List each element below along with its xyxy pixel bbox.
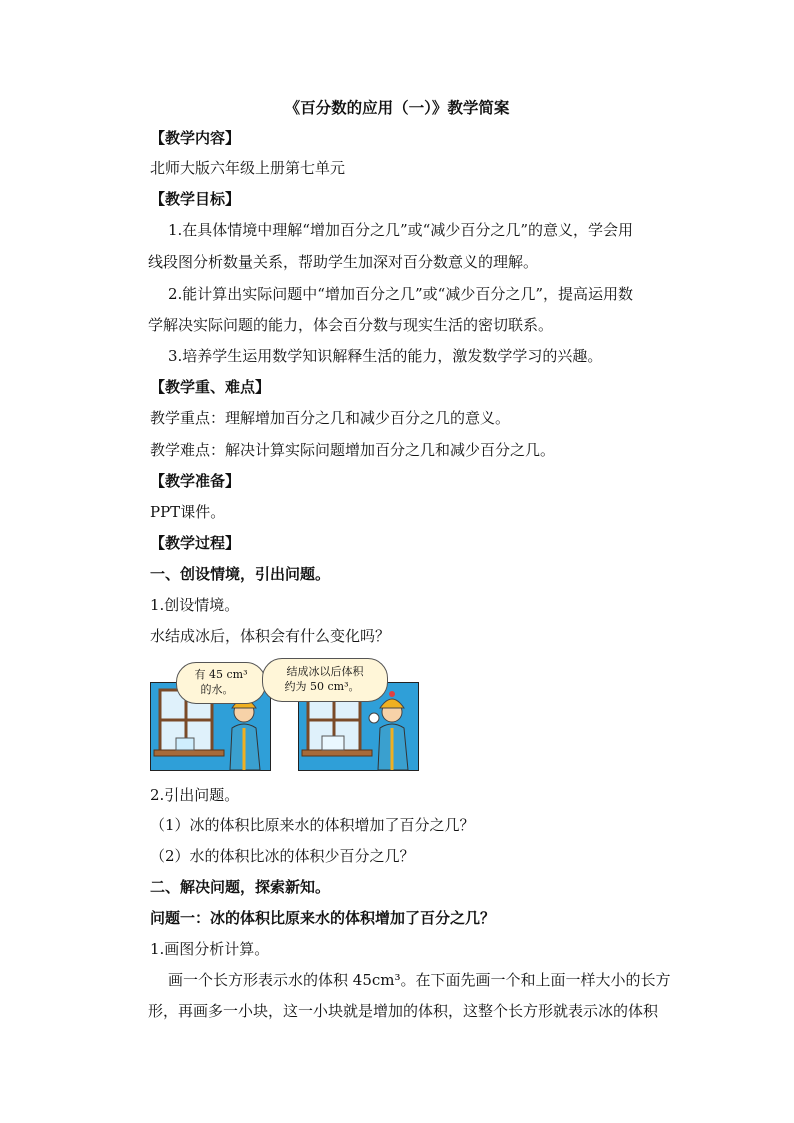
goal1-line1: 1.在具体情境中理解“增加百分之几”或“减少百分之几”的意义，学会用 — [168, 221, 633, 239]
question-2: （2）水的体积比冰的体积少百分之几？ — [150, 847, 415, 865]
bubble-water-line2: 的水。 — [200, 683, 234, 696]
difficult-point: 教学难点：解决计算实际问题增加百分之几和减少百分之几。 — [150, 441, 556, 459]
goal2-line2: 学解决实际问题的能力，体会百分数与现实生活的密切联系。 — [148, 316, 554, 334]
step1-question: 水结成冰后，体积会有什么变化吗？ — [150, 627, 391, 645]
bubble-water-line1: 有 45 cm³ — [194, 668, 248, 681]
page-title: 《百分数的应用（一）》教学简案 — [284, 98, 510, 117]
bubble-ice-line2: 约为 50 cm³。 — [284, 680, 360, 693]
content-text: 北师大版六年级上册第七单元 — [150, 159, 346, 177]
speech-bubble-ice — [262, 658, 388, 702]
paragraph-line2: 形，再画多一小块，这一小块就是增加的体积，这整个长方形就表示冰的体积 — [148, 1002, 659, 1020]
part2-heading: 二、解决问题，探索新知。 — [150, 878, 331, 896]
goals-heading: 【教学目标】 — [150, 190, 241, 208]
content-heading: 【教学内容】 — [150, 129, 241, 147]
step1-label: 1.创设情境。 — [150, 596, 240, 614]
step2-label: 2.引出问题。 — [150, 786, 240, 804]
bubble-ice-line1: 结成冰以后体积 — [286, 665, 364, 678]
part1-heading: 一、创设情境，引出问题。 — [150, 565, 331, 583]
question-1: （1）冰的体积比原来水的体积增加了百分之几？ — [150, 816, 475, 834]
goal1-line2: 线段图分析数量关系，帮助学生加深对百分数意义的理解。 — [148, 253, 539, 271]
prep-heading: 【教学准备】 — [150, 472, 241, 490]
speech-bubble-water — [176, 662, 266, 704]
goal3: 3.培养学生运用数学知识解释生活的能力，激发数学学习的兴趣。 — [168, 347, 603, 365]
problem-1: 问题一：冰的体积比原来水的体积增加了百分之几？ — [150, 909, 496, 927]
prep-text: PPT课件。 — [150, 503, 226, 521]
paragraph-line1: 画一个长方形表示水的体积 45cm³。在下面先画一个和上面一样大小的长方 — [168, 971, 671, 989]
key-heading: 【教学重、难点】 — [150, 378, 271, 396]
process-heading: 【教学过程】 — [150, 534, 241, 552]
key-point: 教学重点：理解增加百分之几和减少百分之几的意义。 — [150, 409, 511, 427]
goal2-line1: 2.能计算出实际问题中“增加百分之几”或“减少百分之几”，提高运用数 — [168, 285, 633, 303]
step3-label: 1.画图分析计算。 — [150, 940, 270, 958]
